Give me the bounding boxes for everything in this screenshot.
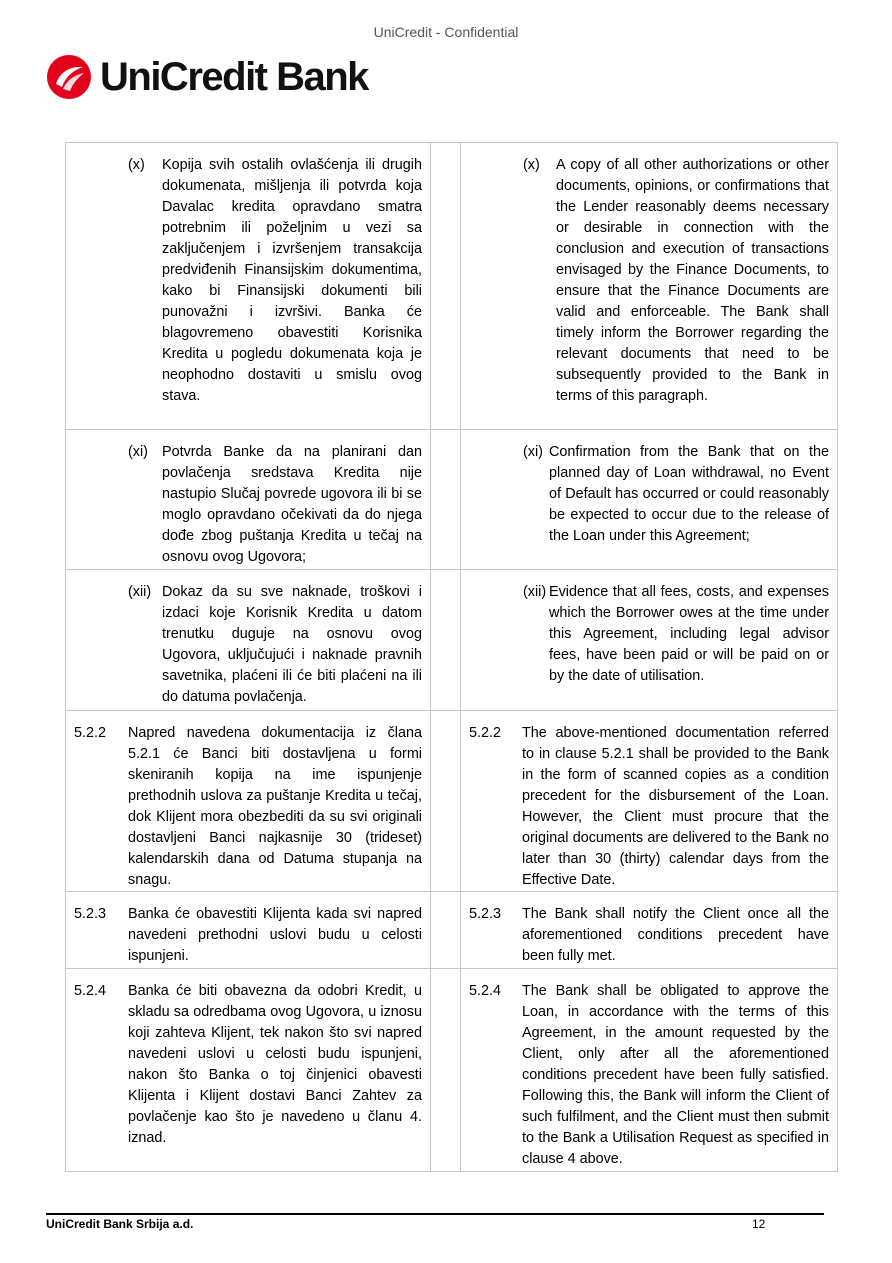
clause-text-sr: Dokaz da su sve naknade, troškovi i izdaci koje Korisnik Kredita u datom trenutku duguje na osnovu ovog Ugovora, uključujući i naknade pravnih savetnika, plaćeni ili će biti plaćeni na ili do datuma povlačenja. (162, 584, 422, 705)
serbian-cell (66, 892, 431, 969)
table-row (66, 892, 838, 969)
clause-text-en: The Bank shall be obligated to approve the Loan, in accordance with the terms of this Agreement, in the amount requested by the Client, only after all the aforementioned conditions precedent have been fully satisfied. Following this, the Bank will inform the Client of such fulfilment, and the Client must then submit to the Bank a Utilisation Request as specified in clause 4 above. (522, 983, 829, 1167)
confidential-label: UniCredit - Confidential (373, 24, 519, 40)
clause-number: 5.2.4 (469, 983, 502, 999)
table-row (66, 143, 838, 430)
serbian-cell (66, 430, 431, 570)
item-marker: (x) (128, 157, 145, 173)
column-gap (431, 892, 461, 969)
clause-number: 5.2.4 (74, 983, 107, 999)
table-row (66, 969, 838, 1172)
serbian-cell (66, 570, 431, 711)
item-marker: (xi) (523, 444, 543, 460)
english-cell (461, 570, 838, 711)
column-gap (431, 570, 461, 711)
column-gap (431, 969, 461, 1172)
english-cell (461, 430, 838, 570)
page-number: 12 (752, 1217, 766, 1231)
table-row (66, 430, 838, 570)
clause-text-en: Evidence that all fees, costs, and expenses which the Borrower owes at the time under this Agreement, including legal advisor fees, have been paid or will be paid on or by the date of utilisation. (549, 584, 829, 684)
item-marker: (xi) (128, 444, 148, 460)
serbian-cell (66, 711, 431, 892)
clause-number: 5.2.2 (469, 725, 502, 741)
bilingual-clauses-table (65, 142, 838, 1172)
clause-number: 5.2.3 (469, 906, 502, 922)
clause-text-en: Confirmation from the Bank that on the planned day of Loan withdrawal, no Event of Default has occurred or could reasonably be expected to occur due to the release of the Loan under this Agreement; (549, 444, 829, 544)
serbian-cell (66, 143, 431, 430)
english-cell (461, 143, 838, 430)
english-cell (461, 969, 838, 1172)
english-cell (461, 892, 838, 969)
clause-number: 5.2.2 (74, 725, 107, 741)
table-row (66, 711, 838, 892)
clause-text-en: The above-mentioned documentation referred to in clause 5.2.1 shall be provided to the Bank in the form of scanned copies as a condition precedent for the disbursement of the Loan. However, the Client must procure that the original documents are delivered to the Bank no later than 30 (thirty) calendar days from the Effective Date. (522, 725, 829, 888)
clause-text-sr: Kopija svih ostalih ovlašćenja ili drugih dokumenata, mišljenja ili potvrda koja Davalac kredita opravdano smatra potrebnim ili poželjnim u vezi sa zaključenjem i izvršenjem transakcija predviđenih Finansijskim dokumentima, kako bi Finansijski dokumenti bili punovažni i izvršivi. Banka će blagovremeno obavestiti Korisnika Kredita u pogledu dokumenata koja je neophodno dostaviti u smislu ovog stava. (162, 157, 422, 404)
unicredit-logo-icon (46, 54, 92, 100)
unicredit-logo (46, 54, 368, 100)
footer-divider (46, 1213, 824, 1215)
clause-text-en: A copy of all other authorizations or other documents, opinions, or confirmations that the Lender reasonably deems necessary or desirable in connection with the conclusion and execution of transactions envisaged by the Finance Documents, to ensure that the Finance Documents are valid and enforceable. The Bank shall timely inform the Borrower regarding the relevant documents that need to be subsequently provided to the Bank in terms of this paragraph. (556, 157, 829, 404)
clause-number: 5.2.3 (74, 906, 107, 922)
item-marker: (xii) (128, 584, 152, 600)
clause-text-en: The Bank shall notify the Client once all the aforementioned conditions precedent have been fully met. (522, 906, 829, 964)
english-cell (461, 711, 838, 892)
serbian-cell (66, 969, 431, 1172)
column-gap (431, 430, 461, 570)
clause-text-sr: Banka će biti obavezna da odobri Kredit, u skladu sa odredbama ovog Ugovora, u iznosu koji zahteva Klijent, tek nakon što svi napred navedeni uslovi u celosti budu ispunjeni, nakon što Banka o toj činjenici obavesti Klijenta i Klijent dostavi Banci Zahtev za povlačenje kao što je navedeno u članu 4. iznad. (128, 983, 422, 1146)
item-marker: (xii) (523, 584, 547, 600)
column-gap (431, 143, 461, 430)
table-row (66, 570, 838, 711)
clause-text-sr: Napred navedena dokumentacija iz člana 5.2.1 će Banci biti dostavljena u formi skeniranih kopija na ime ispunjenje prethodnih uslova za puštanje Kredita u tečaj, dok Klijent mora obezbediti da su svi originali dostavljeni Banci najkasnije 30 (trideset) kalendarskih dana od Datuma stupanja na snagu. (128, 725, 422, 888)
clause-text-sr: Banka će obavestiti Klijenta kada svi napred navedeni prethodni uslovi budu u celosti ispunjeni. (128, 906, 422, 964)
clause-text-sr: Potvrda Banke da na planirani dan povlačenja sredstava Kredita nije nastupio Slučaj povrede ugovora ili bi se moglo opravdano očekivati da do njega dođe zbog puštanja Kredita u tečaj na osnovu ovog Ugovora; (162, 444, 422, 565)
column-gap (431, 711, 461, 892)
logo-text: UniCredit Bank (100, 55, 368, 99)
item-marker: (x) (523, 157, 540, 173)
footer-company: UniCredit Bank Srbija a.d. (46, 1217, 194, 1231)
